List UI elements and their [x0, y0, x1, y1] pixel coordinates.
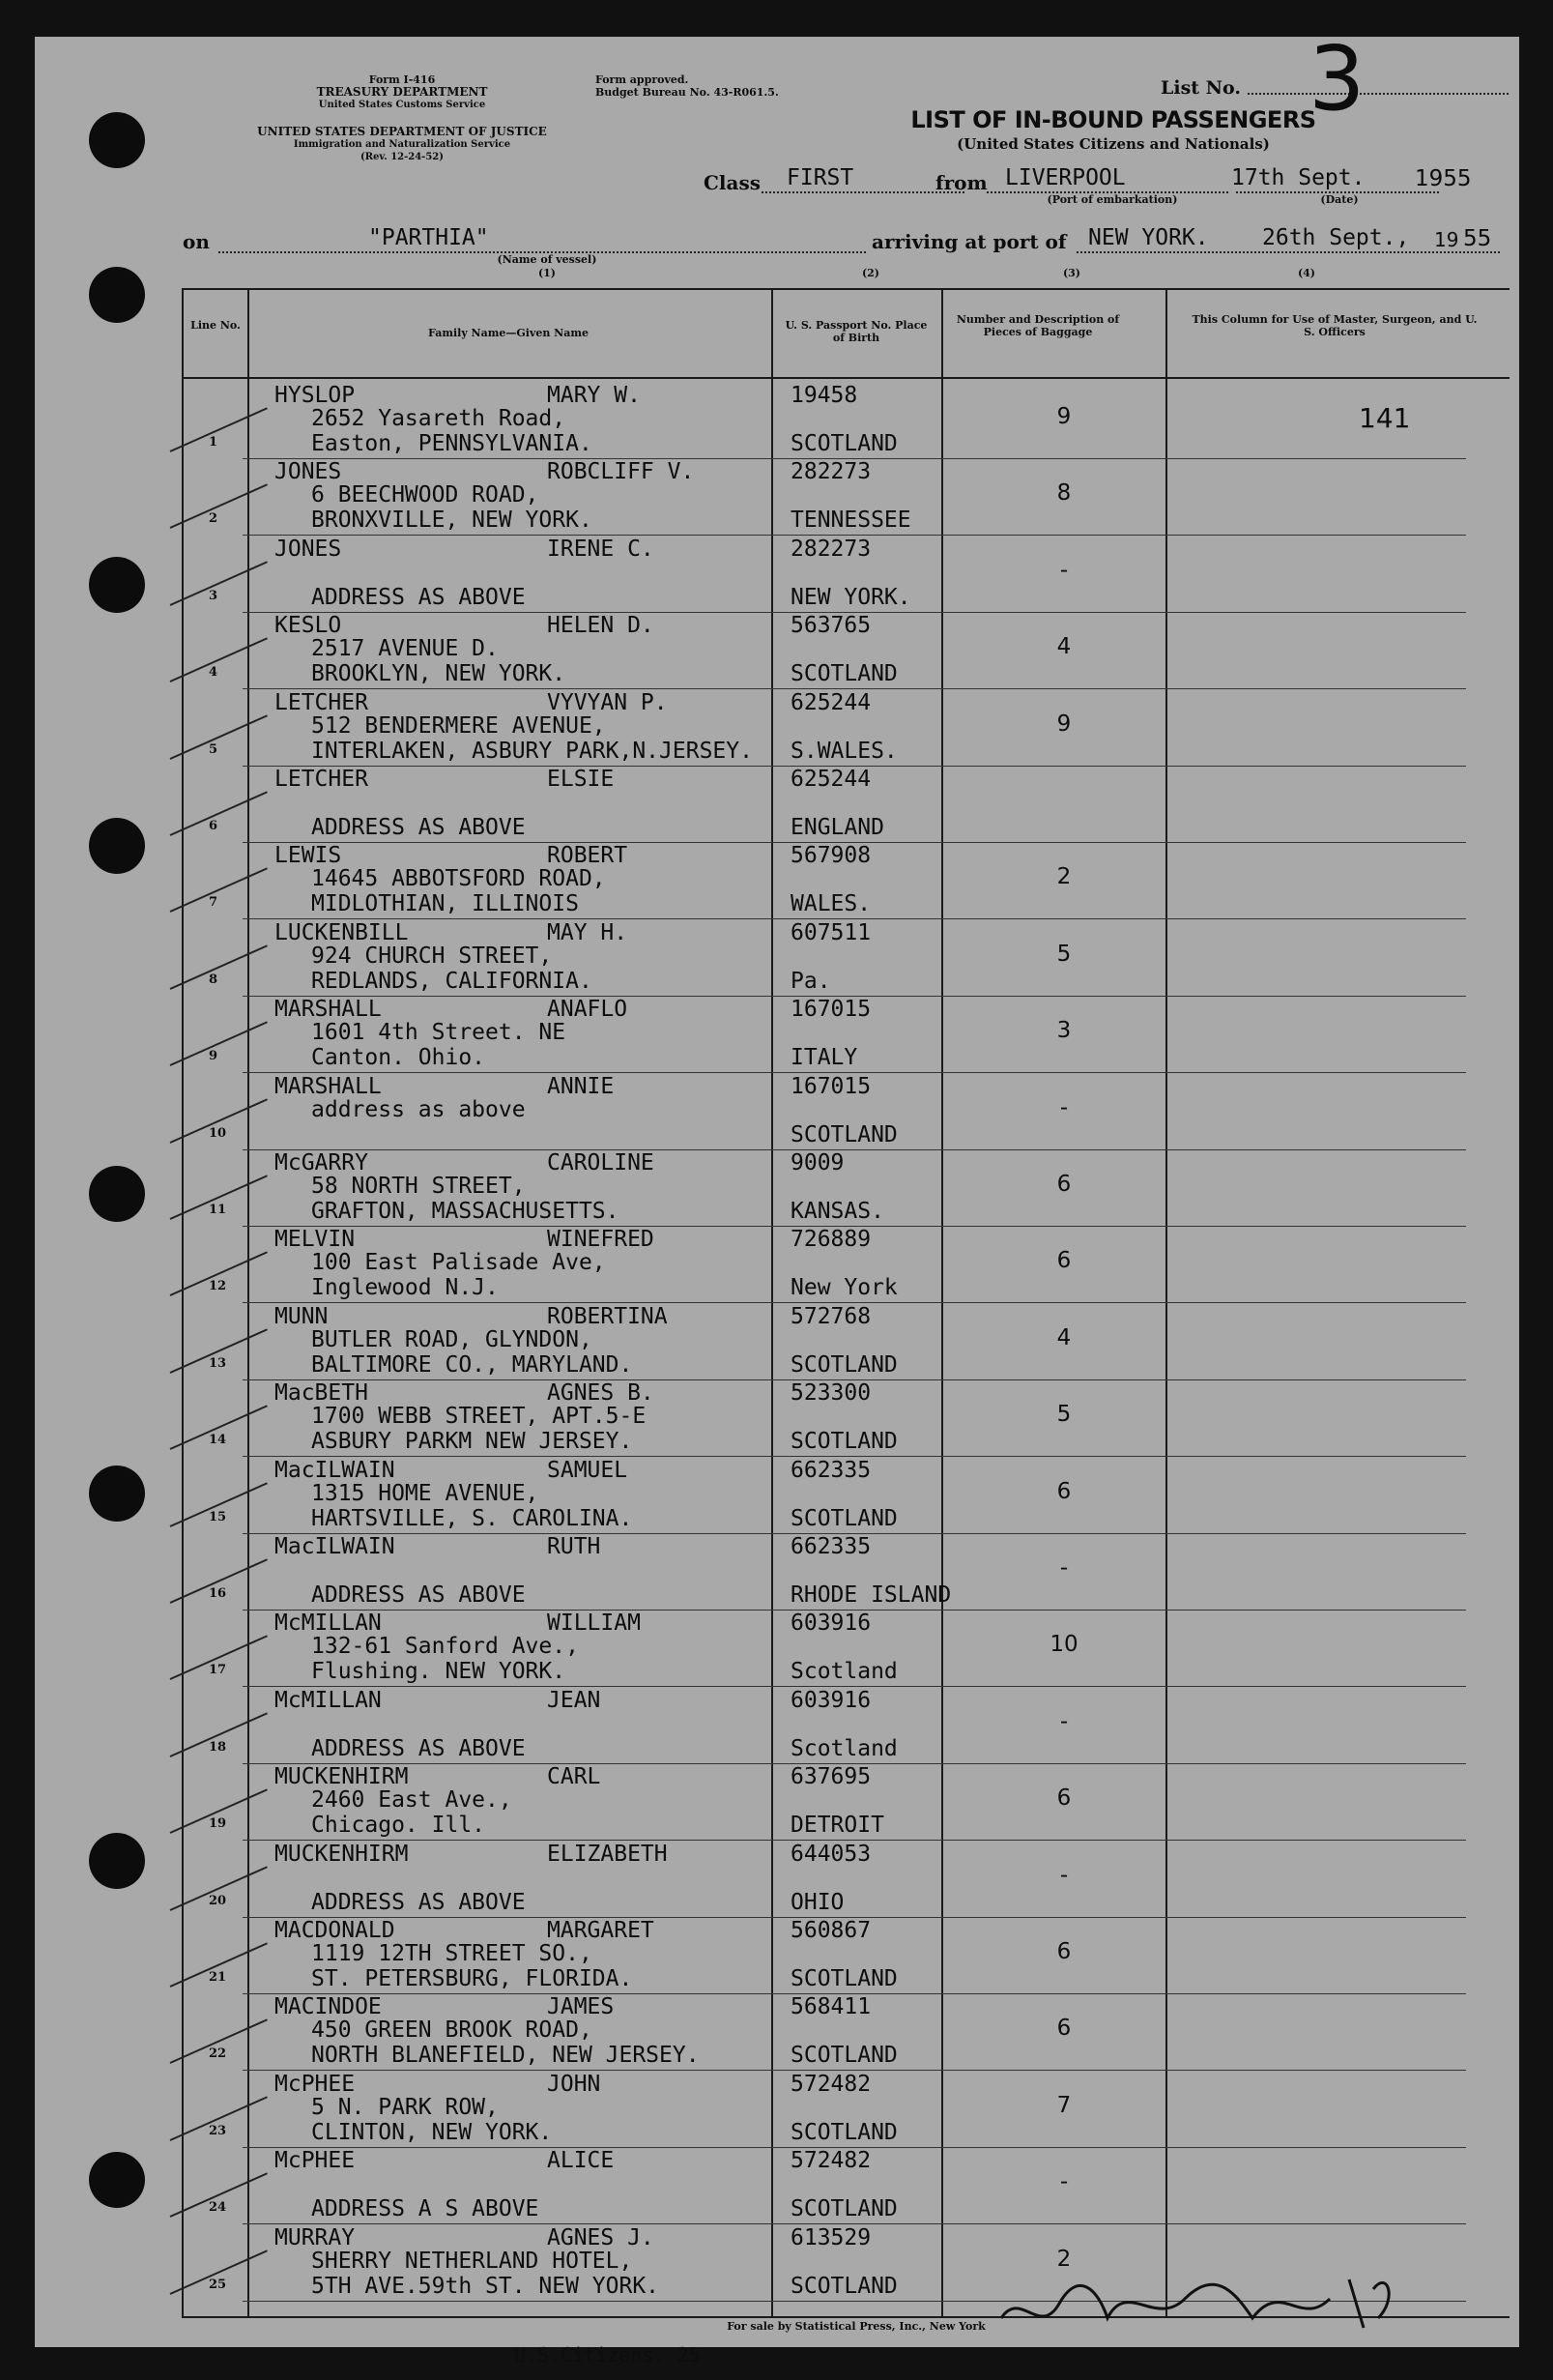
place-of-birth: KANSAS. — [791, 1199, 884, 1224]
given-name: AGNES B. — [547, 1380, 654, 1407]
form-subtitle: (United States Citizens and Nationals) — [957, 135, 1270, 153]
family-name: McPHEE — [274, 2148, 356, 2174]
passport-number: 613529 — [791, 2224, 872, 2250]
line-number: 21 — [209, 1970, 227, 1985]
from-label: from — [935, 171, 988, 194]
baggage-count: 2 — [1056, 2246, 1072, 2272]
place-of-birth: ENGLAND — [791, 815, 884, 840]
passenger-list-sheet — [35, 27, 1519, 2366]
table-row — [35, 537, 1519, 613]
place-of-birth: SCOTLAND — [791, 431, 898, 456]
table-row — [35, 920, 1519, 997]
table-header-border — [182, 377, 1510, 379]
family-name: MACINDOE — [274, 1994, 382, 2020]
arrival-port: NEW YORK. — [1088, 225, 1209, 250]
given-name: ALICE — [547, 2148, 615, 2174]
line-number: 23 — [209, 2123, 227, 2138]
family-name: LEWIS — [274, 843, 342, 869]
family-name: MUCKENHIRM — [274, 1841, 409, 1867]
line-number: 6 — [209, 819, 218, 833]
address-line-2: CLINTON, NEW YORK. — [311, 2119, 553, 2145]
given-name: WINEFRED — [547, 1227, 654, 1253]
arriving-label: arriving at port of — [872, 230, 1067, 253]
date-caption: (Date) — [1320, 193, 1359, 206]
form-revision: (Rev. 12-24-52) — [360, 152, 444, 162]
passport-number: 9009 — [791, 1150, 845, 1175]
table-row — [35, 767, 1519, 843]
given-name: ANAFLO — [547, 997, 628, 1023]
passport-number: 572482 — [791, 2071, 872, 2097]
family-name: JONES — [274, 536, 342, 562]
table-row — [35, 1304, 1519, 1380]
punch-hole — [89, 112, 145, 168]
baggage-count: 10 — [1050, 1632, 1078, 1658]
baggage-count: 6 — [1056, 1478, 1072, 1504]
line-number: 16 — [209, 1586, 227, 1601]
family-name: MacILWAIN — [274, 1457, 395, 1483]
family-name: MacBETH — [274, 1380, 368, 1407]
line-number: 14 — [209, 1433, 227, 1448]
given-name: ELIZABETH — [547, 1841, 668, 1867]
place-of-birth: SCOTLAND — [791, 1966, 898, 1991]
place-of-birth: SCOTLAND — [791, 2119, 898, 2145]
baggage-count: 6 — [1056, 1172, 1072, 1197]
given-name: HELEN D. — [547, 613, 654, 639]
table-row — [35, 1688, 1519, 1764]
address-line-2: Easton, PENNSYLVANIA. — [311, 431, 592, 456]
on-label: on — [183, 230, 210, 253]
line-number: 4 — [209, 665, 218, 681]
address-line-1: 1601 4th Street. NE — [311, 1020, 566, 1046]
col2-caption: (2) — [861, 267, 880, 279]
family-name: MUCKENHIRM — [274, 1764, 409, 1790]
address-line-1: 5 N. PARK ROW, — [311, 2094, 499, 2120]
passport-number: 572482 — [791, 2148, 872, 2174]
given-name: AGNES J. — [547, 2224, 654, 2250]
address-line-2: ADDRESS AS ABOVE — [311, 815, 526, 840]
address-line-1: 2652 Yasareth Road, — [311, 406, 566, 431]
line-number: 17 — [209, 1663, 227, 1678]
address-line-2: GRAFTON, MASSACHUSETTS. — [311, 1199, 619, 1224]
arrival-year-prefix: 19 — [1434, 228, 1459, 251]
table-row — [35, 1380, 1519, 1457]
address-line-2: Chicago. Ill. — [311, 1813, 486, 1839]
baggage-count: - — [1059, 2169, 1069, 2195]
baggage-count: 3 — [1056, 1018, 1072, 1044]
table-row — [35, 1611, 1519, 1687]
family-name: MACDONALD — [274, 1918, 395, 1943]
passport-number: 603916 — [791, 1687, 872, 1713]
table-top-border — [182, 288, 1510, 290]
table-row — [35, 1534, 1519, 1611]
given-name: CAROLINE — [547, 1150, 654, 1175]
address-line-2: BRONXVILLE, NEW YORK. — [311, 508, 592, 534]
passport-number: 662335 — [791, 1534, 872, 1559]
address-line-1: 1119 12TH STREET SO., — [311, 1941, 592, 1966]
embark-year: 1955 — [1415, 166, 1472, 191]
given-name: ROBERT — [547, 843, 628, 869]
address-line-1: 2460 East Ave., — [311, 1787, 512, 1814]
header-baggage: Number and Description of Pieces of Baggage — [956, 313, 1120, 338]
place-of-birth: Scotland — [791, 1735, 898, 1761]
passport-number: 167015 — [791, 1073, 872, 1099]
address-line-1: 450 GREEN BROOK ROAD, — [311, 2017, 592, 2044]
address-line-2: MIDLOTHIAN, ILLINOIS — [311, 891, 579, 917]
family-name: LETCHER — [274, 689, 368, 715]
vessel-caption: (Name of vessel) — [497, 253, 597, 266]
address-line-1: 58 NORTH STREET, — [311, 1174, 526, 1199]
given-name: JOHN — [547, 2071, 601, 2097]
agency-treasury: TREASURY DEPARTMENT — [316, 85, 488, 99]
family-name: KESLO — [274, 613, 342, 639]
given-name: MARGARET — [547, 1918, 654, 1943]
line-number: 22 — [209, 2046, 227, 2062]
agency-customs: United States Customs Service — [318, 100, 486, 110]
passport-number: 560867 — [791, 1918, 872, 1943]
passport-number: 637695 — [791, 1764, 872, 1790]
table-row — [35, 1458, 1519, 1534]
table-row — [35, 1842, 1519, 1918]
address-line-1: 132-61 Sanford Ave., — [311, 1634, 579, 1660]
baggage-count: 5 — [1056, 941, 1072, 967]
punch-hole — [89, 267, 145, 323]
passport-number: 607511 — [791, 919, 872, 945]
place-of-birth: DETROIT — [791, 1813, 884, 1839]
baggage-count: 9 — [1056, 711, 1072, 737]
table-row — [35, 2148, 1519, 2224]
place-of-birth: SCOTLAND — [791, 2043, 898, 2069]
address-line-2: ADDRESS A S ABOVE — [311, 2196, 539, 2222]
line-number: 13 — [209, 1355, 227, 1371]
given-name: IRENE C. — [547, 536, 654, 562]
place-of-birth: OHIO — [791, 1889, 845, 1915]
line-number: 10 — [209, 1125, 227, 1141]
place-of-birth: RHODE ISLAND — [791, 1582, 952, 1608]
line-number: 8 — [209, 972, 218, 987]
address-line-1: BUTLER ROAD, GLYNDON, — [311, 1326, 592, 1352]
family-name: MARSHALL — [274, 997, 382, 1023]
family-name: JONES — [274, 459, 342, 485]
arrival-date: 26th Sept., — [1262, 225, 1410, 250]
officer-note: 141 — [1359, 402, 1411, 434]
line-number: 15 — [209, 1509, 227, 1524]
family-name: HYSLOP — [274, 383, 356, 408]
address-line-2: ADDRESS AS ABOVE — [311, 1889, 526, 1915]
family-name: McPHEE — [274, 2071, 356, 2097]
passport-number: 603916 — [791, 1611, 872, 1637]
port-of-embarkation: LIVERPOOL — [1005, 165, 1126, 190]
col3-caption: (3) — [1062, 267, 1081, 279]
passport-number: 568411 — [791, 1994, 872, 2020]
header-passport: U. S. Passport No. Place of Birth — [785, 319, 928, 344]
place-of-birth: SCOTLAND — [791, 1505, 898, 1531]
form-title: LIST OF IN-BOUND PASSENGERS — [910, 106, 1316, 133]
family-name: McGARRY — [274, 1150, 368, 1175]
class-label: Class — [704, 171, 761, 194]
passport-number: 563765 — [791, 613, 872, 639]
address-line-2: BALTIMORE CO., MARYLAND. — [311, 1351, 633, 1378]
address-line-1: 2517 AVENUE D. — [311, 636, 499, 662]
baggage-count: 4 — [1056, 1324, 1072, 1350]
place-of-birth: SCOTLAND — [791, 2196, 898, 2222]
address-line-1: 100 East Palisade Ave, — [311, 1250, 606, 1276]
address-line-2: ST. PETERSBURG, FLORIDA. — [311, 1966, 633, 1991]
form-number: Form I-416 — [368, 73, 436, 86]
given-name: CARL — [547, 1764, 601, 1790]
address-line-1: 1315 HOME AVENUE, — [311, 1480, 539, 1506]
address-line-2: NORTH BLANEFIELD, NEW JERSEY. — [311, 2043, 700, 2069]
passport-number: 167015 — [791, 997, 872, 1023]
baggage-count: 4 — [1056, 634, 1072, 660]
given-name: RUTH — [547, 1534, 601, 1559]
port-caption: (Port of embarkation) — [1047, 193, 1178, 206]
baggage-count: - — [1059, 1708, 1069, 1734]
baggage-count: 6 — [1056, 1785, 1072, 1812]
given-name: ROBERTINA — [547, 1303, 668, 1329]
header-officers: This Column for Use of Master, Surgeon, and U. S. Officers — [1192, 313, 1478, 338]
agency-justice: UNITED STATES DEPARTMENT OF JUSTICE — [257, 125, 547, 138]
citizens-total: U.S.Citizens. 25 — [514, 2343, 701, 2366]
place-of-birth: ITALY — [791, 1045, 858, 1071]
place-of-birth: WALES. — [791, 891, 872, 917]
passport-number: 282273 — [791, 536, 872, 562]
table-row — [35, 1764, 1519, 1841]
line-number: 2 — [209, 511, 218, 527]
family-name: MacILWAIN — [274, 1534, 395, 1559]
family-name: LUCKENBILL — [274, 919, 409, 945]
baggage-count: - — [1059, 1094, 1069, 1120]
table-row — [35, 613, 1519, 689]
given-name: SAMUEL — [547, 1457, 628, 1483]
address-line-2: Inglewood N.J. — [311, 1275, 499, 1301]
place-of-birth: Pa. — [791, 968, 831, 994]
given-name: WILLIAM — [547, 1611, 641, 1637]
given-name: MAY H. — [547, 919, 628, 945]
baggage-count: 2 — [1056, 864, 1072, 890]
baggage-count: - — [1059, 1862, 1069, 1888]
family-name: LETCHER — [274, 767, 368, 792]
table-row — [35, 2072, 1519, 2148]
given-name: MARY W. — [547, 383, 641, 408]
passport-number: 567908 — [791, 843, 872, 869]
family-name: McMILLAN — [274, 1687, 382, 1713]
family-name: MELVIN — [274, 1227, 356, 1253]
vessel-name: "PARTHIA" — [368, 225, 489, 250]
passport-number: 282273 — [791, 459, 872, 485]
table-row — [35, 459, 1519, 536]
line-number: 20 — [209, 1893, 227, 1908]
baggage-count: 7 — [1056, 2092, 1072, 2118]
line-number: 1 — [209, 435, 218, 450]
table-row — [35, 843, 1519, 919]
line-number: 18 — [209, 1739, 227, 1755]
line-number: 9 — [209, 1049, 218, 1064]
given-name: JEAN — [547, 1687, 601, 1713]
place-of-birth: SCOTLAND — [791, 1351, 898, 1378]
baggage-count: 5 — [1056, 1402, 1072, 1428]
officer-signature — [992, 2250, 1397, 2347]
baggage-count: 8 — [1056, 480, 1072, 507]
baggage-count: - — [1059, 557, 1069, 583]
table-row — [35, 383, 1519, 459]
address-line-2: 5TH AVE.59th ST. NEW YORK. — [311, 2273, 660, 2299]
family-name: MUNN — [274, 1303, 329, 1329]
col4-caption: (4) — [1297, 267, 1316, 279]
address-line-2: INTERLAKEN, ASBURY PARK,N.JERSEY. — [311, 738, 753, 764]
line-number: 12 — [209, 1279, 227, 1294]
line-number: 19 — [209, 1816, 227, 1832]
table-row — [35, 690, 1519, 767]
address-line-2: REDLANDS, CALIFORNIA. — [311, 968, 592, 994]
line-number: 7 — [209, 895, 218, 911]
family-name: MARSHALL — [274, 1073, 382, 1099]
table-row — [35, 997, 1519, 1073]
baggage-count: 6 — [1056, 2016, 1072, 2042]
place-of-birth: Scotland — [791, 1659, 898, 1685]
address-line-1: 1700 WEBB STREET, APT.5-E — [311, 1404, 647, 1430]
place-of-birth: New York — [791, 1275, 898, 1301]
family-name: McMILLAN — [274, 1611, 382, 1637]
embark-date: 17th Sept. — [1231, 165, 1366, 190]
given-name: JAMES — [547, 1994, 615, 2020]
passport-number: 523300 — [791, 1380, 872, 1407]
address-line-1: 14645 ABBOTSFORD ROAD, — [311, 866, 606, 892]
passport-number: 19458 — [791, 383, 858, 408]
table-row — [35, 1150, 1519, 1227]
given-name: ELSIE — [547, 767, 615, 792]
given-name: VYVYAN P. — [547, 689, 668, 715]
baggage-count: - — [1059, 1555, 1069, 1581]
address-line-1: 924 CHURCH STREET, — [311, 943, 553, 969]
address-line-1: address as above — [311, 1096, 526, 1122]
table-row — [35, 1074, 1519, 1150]
table-row — [35, 1994, 1519, 2071]
arrival-port-line — [1077, 251, 1500, 253]
address-line-2: ADDRESS AS ABOVE — [311, 1735, 526, 1761]
budget-bureau: Budget Bureau No. 43-R061.5. — [595, 86, 779, 99]
baggage-count: 6 — [1056, 1248, 1072, 1274]
place-of-birth: NEW YORK. — [791, 584, 911, 610]
header-line-no: Line No. — [190, 319, 241, 332]
given-name: ANNIE — [547, 1073, 615, 1099]
list-no-line — [1248, 93, 1509, 95]
header-name: Family Name—Given Name — [428, 327, 589, 339]
line-number: 25 — [209, 2277, 227, 2292]
place-of-birth: SCOTLAND — [791, 1429, 898, 1455]
form-approved: Form approved. — [595, 73, 689, 86]
line-number: 5 — [209, 741, 218, 757]
passport-number: 572768 — [791, 1303, 872, 1329]
place-of-birth: S.WALES. — [791, 738, 898, 764]
address-line-2: Flushing. NEW YORK. — [311, 1659, 566, 1685]
line-number: 24 — [209, 2200, 227, 2216]
address-line-2: ADDRESS AS ABOVE — [311, 1582, 526, 1608]
passport-number: 625244 — [791, 689, 872, 715]
arrival-year: 55 — [1463, 226, 1492, 251]
given-name: ROBCLIFF V. — [547, 459, 695, 485]
printer-note: For sale by Statistical Press, Inc., New York — [727, 2320, 986, 2333]
address-line-2: BROOKLYN, NEW YORK. — [311, 661, 566, 687]
list-no-value: 3 — [1309, 27, 1366, 131]
passport-number: 625244 — [791, 767, 872, 792]
table-row — [35, 1918, 1519, 1994]
place-of-birth: SCOTLAND — [791, 2273, 898, 2299]
address-line-2: ASBURY PARKM NEW JERSEY. — [311, 1429, 633, 1455]
line-number: 3 — [209, 588, 218, 603]
address-line-1: SHERRY NETHERLAND HOTEL, — [311, 2248, 633, 2274]
col1-caption: (1) — [537, 267, 557, 279]
place-of-birth: SCOTLAND — [791, 1121, 898, 1147]
baggage-count: 9 — [1056, 404, 1072, 429]
address-line-1: 512 BENDERMERE AVENUE, — [311, 712, 606, 739]
passport-number: 644053 — [791, 1841, 872, 1867]
class-value: FIRST — [787, 165, 854, 190]
place-of-birth: SCOTLAND — [791, 661, 898, 687]
passport-number: 726889 — [791, 1227, 872, 1253]
line-number: 11 — [209, 1203, 227, 1217]
passport-number: 662335 — [791, 1457, 872, 1483]
place-of-birth: TENNESSEE — [791, 508, 911, 534]
list-no-label: List No. — [1161, 77, 1241, 99]
address-line-2: Canton. Ohio. — [311, 1045, 486, 1071]
agency-ins: Immigration and Naturalization Service — [293, 139, 511, 150]
class-line — [762, 191, 964, 193]
baggage-count: 6 — [1056, 1939, 1072, 1964]
address-line-2: HARTSVILLE, S. CAROLINA. — [311, 1505, 633, 1531]
address-line-2: ADDRESS AS ABOVE — [311, 584, 526, 610]
table-row — [35, 1227, 1519, 1303]
family-name: MURRAY — [274, 2224, 356, 2250]
address-line-1: 6 BEECHWOOD ROAD, — [311, 482, 539, 508]
